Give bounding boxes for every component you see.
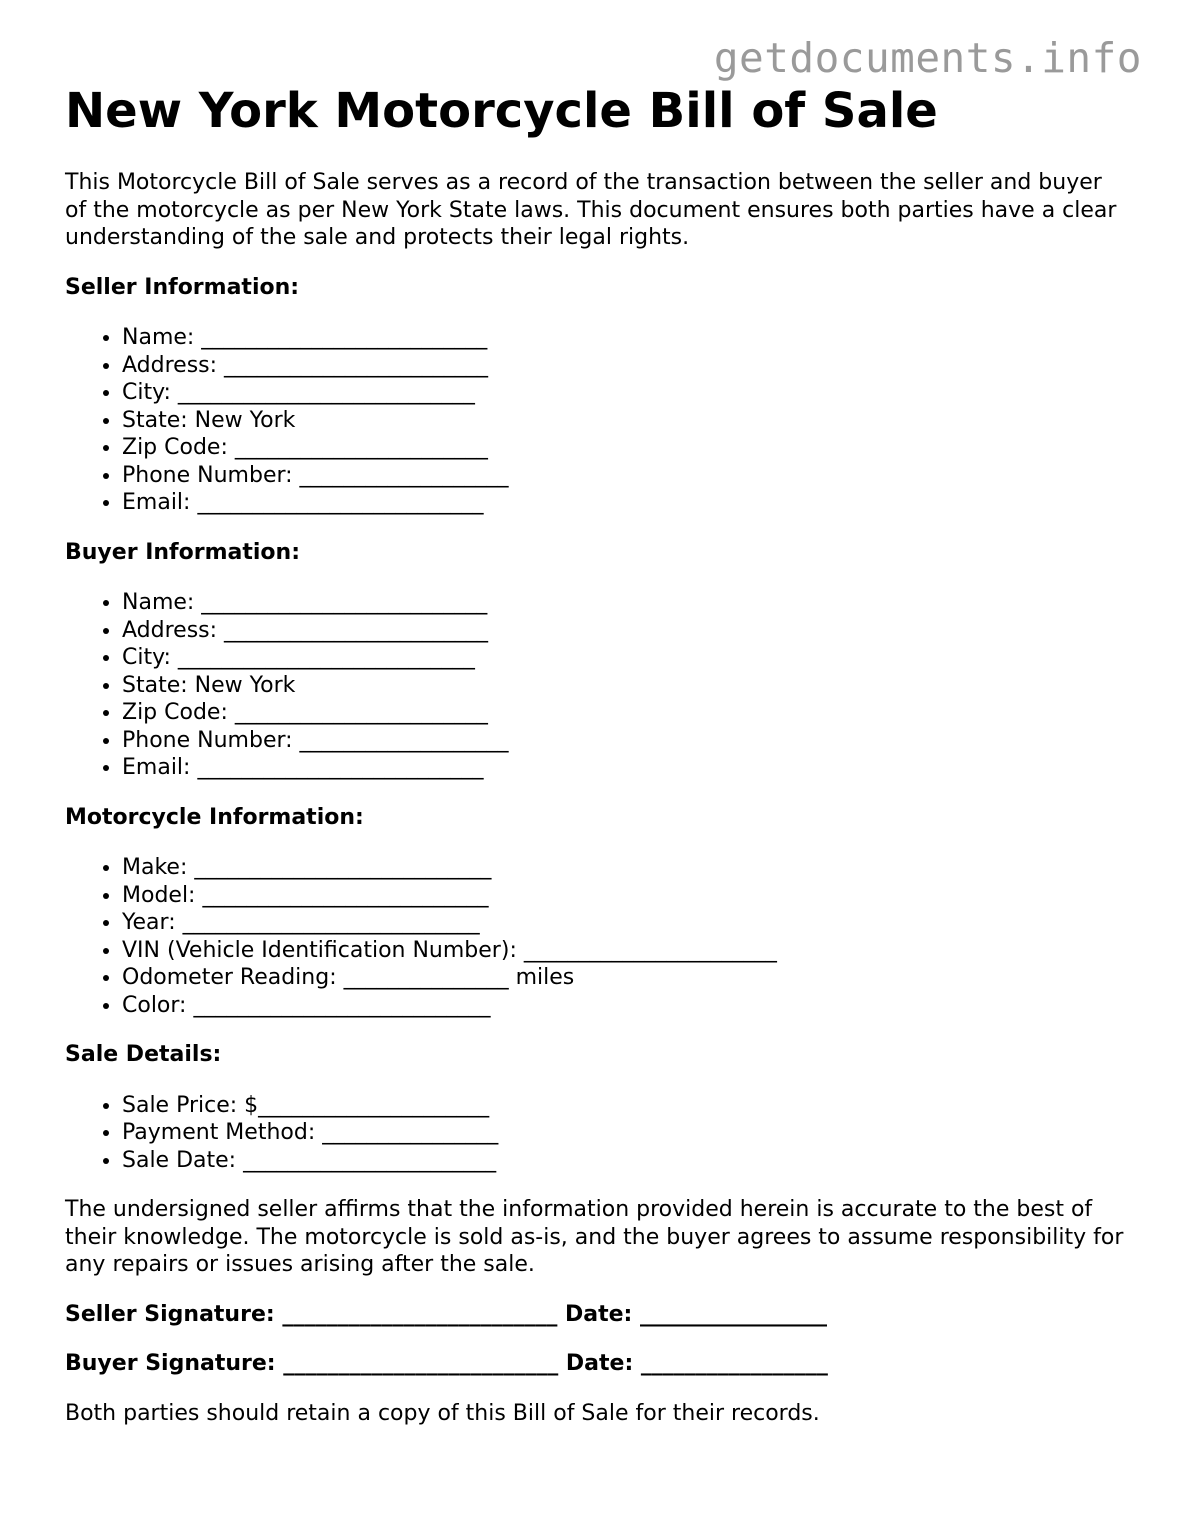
motorcycle-heading: Motorcycle Information: [65,804,364,830]
buyer-info-list [65,589,1125,782]
final-note: Both parties should retain a copy of this Bill of Sale for their records. [65,1400,820,1426]
list-item: • Make: ___________________________ [122,854,1125,882]
list-item: • State: New York [122,407,1125,435]
seller-info-list [65,324,1125,517]
list-item: • Name: __________________________ [122,589,1125,617]
seller-heading: Seller Information: [65,274,300,300]
document-title: New York Motorcycle Bill of Sale [65,83,938,139]
sale-details-list [65,1092,1125,1175]
list-item: • Payment Method: ________________ [122,1119,1125,1147]
motorcycle-info-list [65,854,1125,1019]
list-item: • Zip Code: _______________________ [122,699,1125,727]
list-item: • Phone Number: ___________________ [122,462,1125,490]
seller-signature-line: Seller Signature: _________________________ Date: _________________ [65,1301,827,1327]
watermark: getdocuments.info [713,34,1142,82]
list-item: • City: ___________________________ [122,644,1125,672]
list-item: • Email: __________________________ [122,754,1125,782]
list-item: • Name: __________________________ [122,324,1125,352]
list-item: • Odometer Reading: _______________ miles [122,964,1125,992]
list-item: • Zip Code: _______________________ [122,434,1125,462]
list-item: • Year: ___________________________ [122,909,1125,937]
list-item: • State: New York [122,672,1125,700]
list-item: • VIN (Vehicle Identification Number): _______________________ [122,937,1125,965]
list-item: • Color: ___________________________ [122,992,1125,1020]
list-item: • Sale Price: $_____________________ [122,1092,1125,1120]
list-item: • Model: __________________________ [122,882,1125,910]
buyer-signature-line: Buyer Signature: _________________________ Date: _________________ [65,1351,828,1377]
list-item: • Sale Date: _______________________ [122,1147,1125,1175]
list-item: • Phone Number: ___________________ [122,727,1125,755]
affirmation-paragraph: The undersigned seller affirms that the information provided herein is accurate to the best of their knowledge. The motorcycle is sold as-is, and the buyer agrees to assume responsibility for any repairs or issues arising after the sale. [65,1197,1124,1278]
sale-heading: Sale Details: [65,1042,222,1068]
intro-paragraph: This Motorcycle Bill of Sale serves as a record of the transaction between the seller and buyer of the motorcycle as per New York State laws. This document ensures both parties have a clear understanding of the sale and protects their legal rights. [65,170,1117,251]
list-item: • Address: ________________________ [122,617,1125,645]
document-page [65,84,1125,1427]
buyer-heading: Buyer Information: [65,539,300,565]
list-item: • Email: __________________________ [122,489,1125,517]
list-item: • City: ___________________________ [122,379,1125,407]
list-item: • Address: ________________________ [122,352,1125,380]
